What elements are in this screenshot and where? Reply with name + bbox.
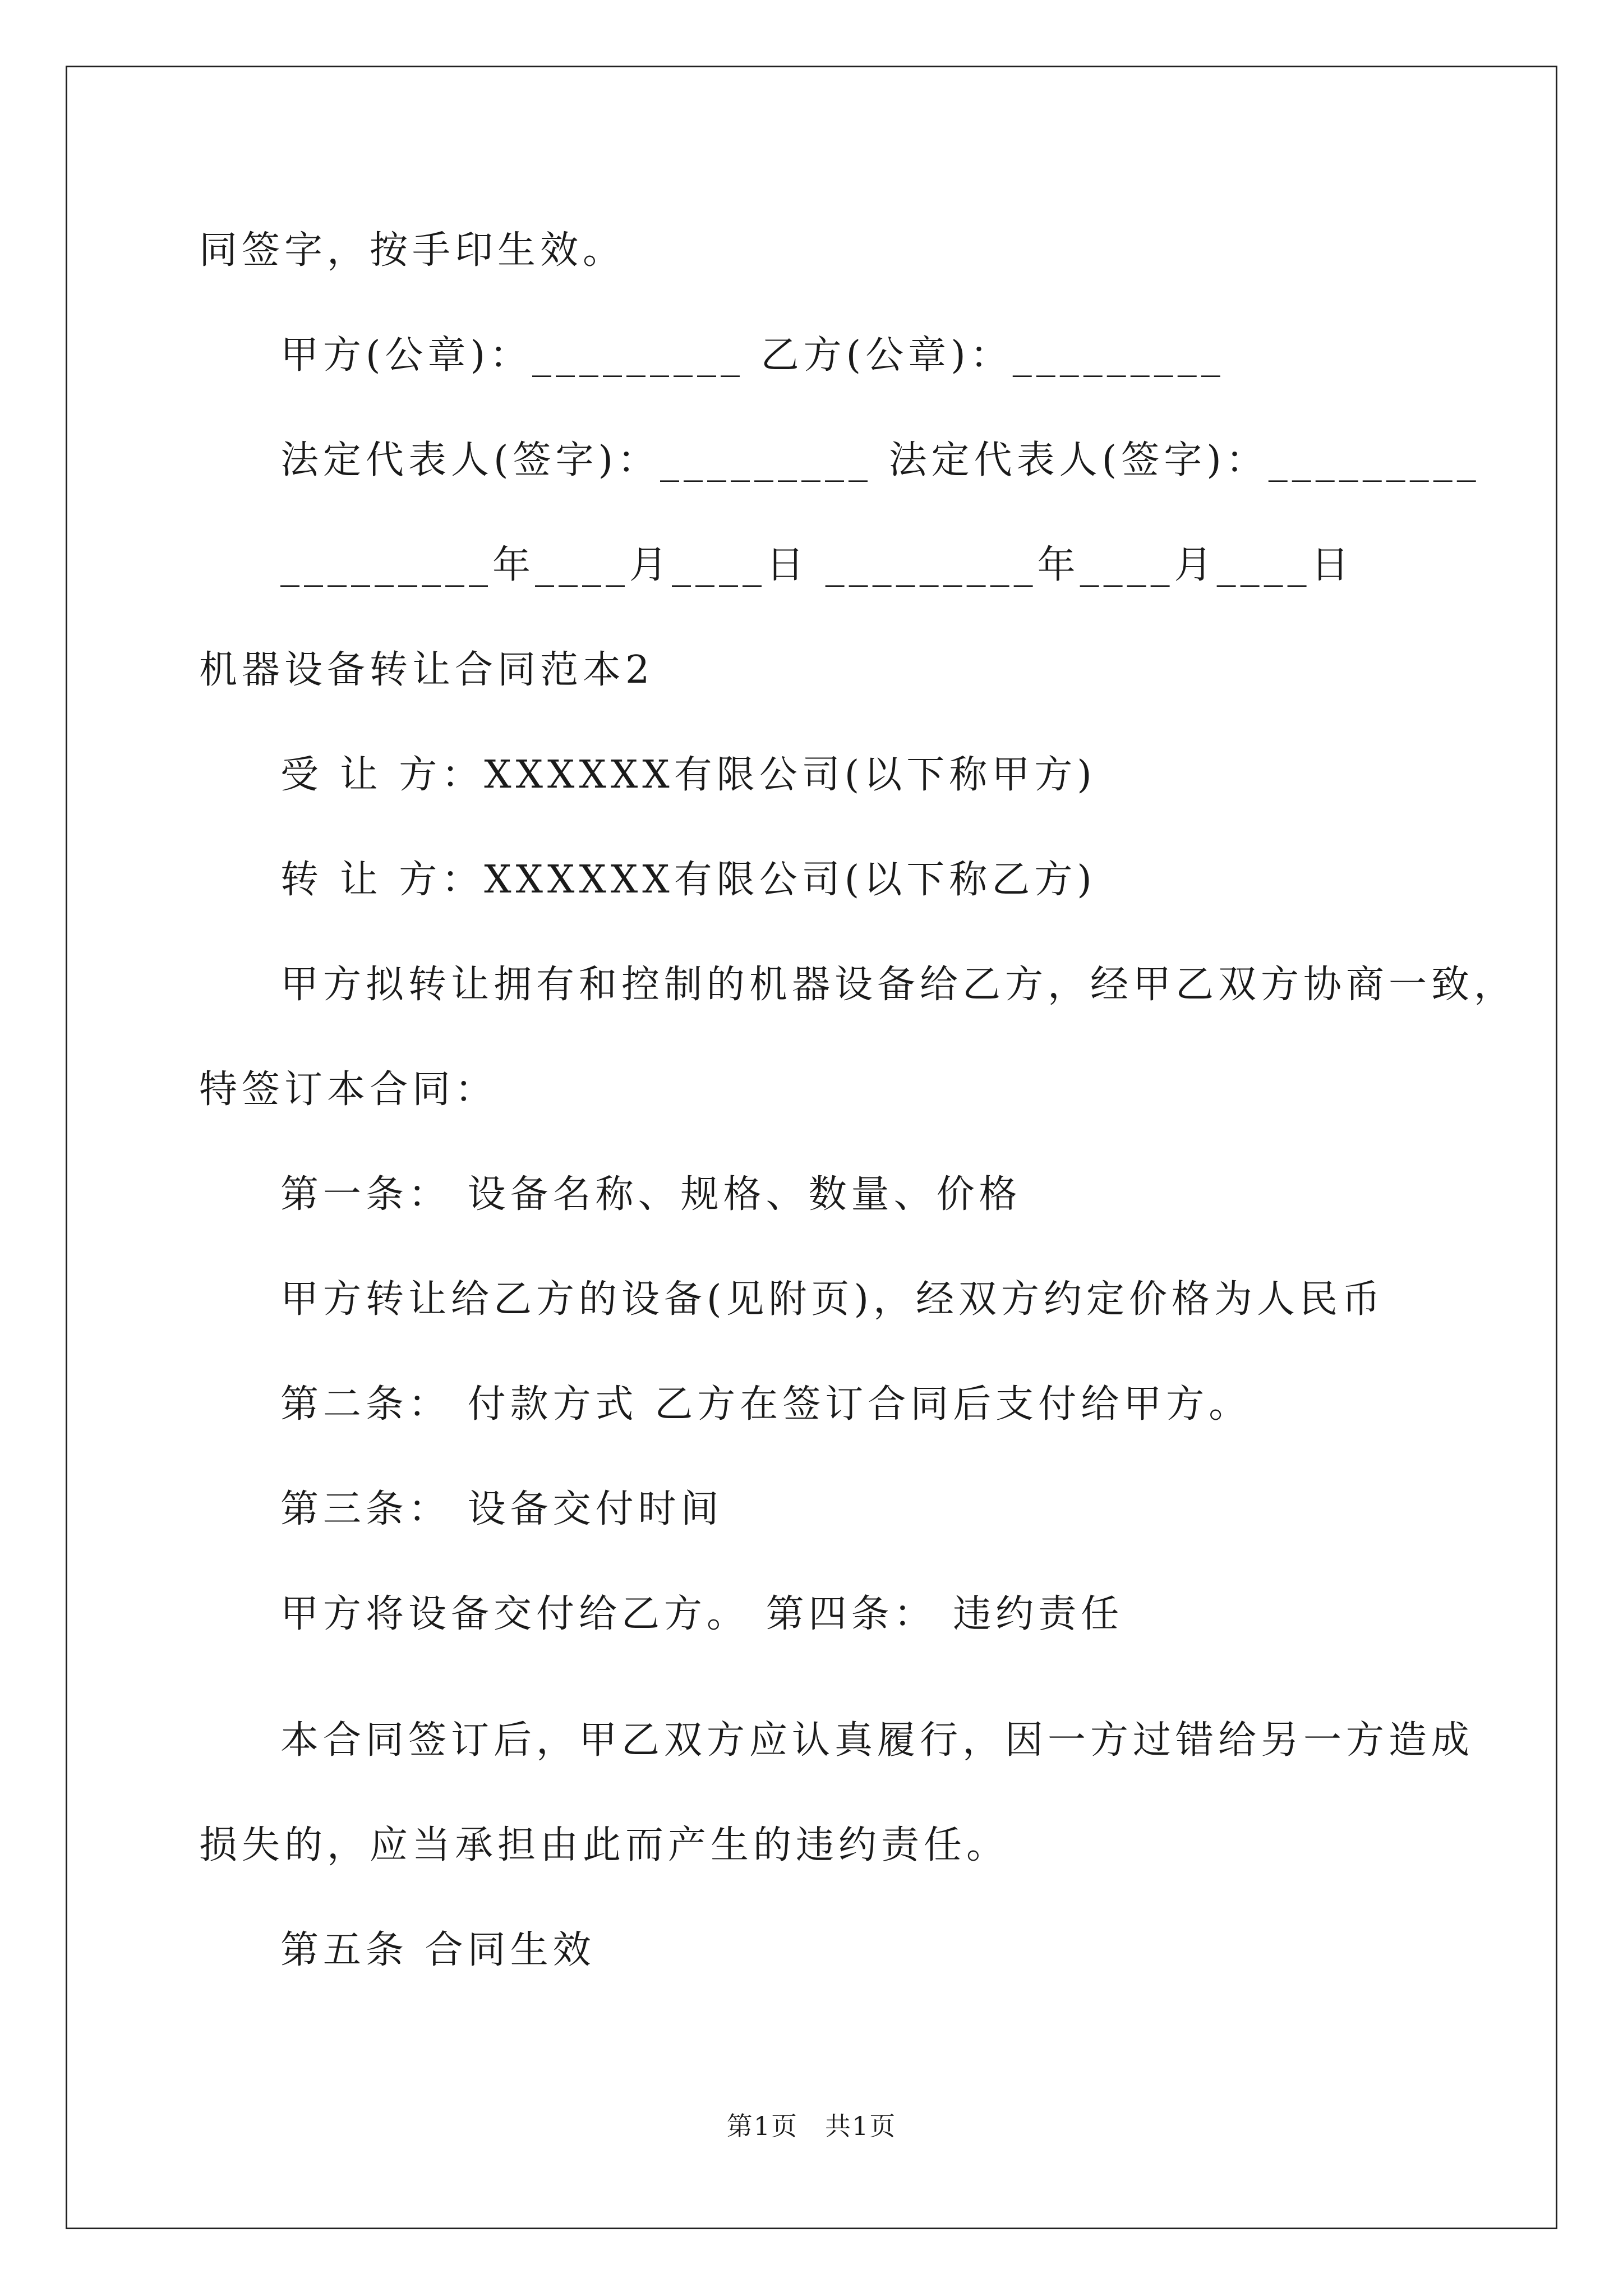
text-line-12: 第二条： 付款方式 乙方在签订合同后支付给甲方。 [280,1382,1252,1427]
text-line-4: _________年____月____日 _________年____月____日 [280,543,1354,587]
text-line-17: 第五条 合同生效 [280,1928,596,1972]
text-line-3: 法定代表人(签字)：_________ 法定代表人(签字)：_________ [280,438,1481,482]
text-line-8: 甲方拟转让拥有和控制的机器设备给乙方，经甲乙双方协商一致， [280,963,1517,1007]
text-line-16: 损失的，应当承担由此而产生的违约责任。 [199,1823,1009,1867]
text-line-14: 甲方将设备交付给乙方。 第四条： 违约责任 [280,1592,1124,1636]
section-title: 机器设备转让合同范本2 [199,648,654,692]
page-number: 第1页 共1页 [726,2111,897,2141]
text-line-10: 第一条： 设备名称、规格、数量、价格 [280,1172,1022,1217]
text-line-13: 第三条： 设备交付时间 [280,1487,723,1531]
text-line-7: 转 让 方：XXXXXX有限公司(以下称乙方) [280,858,1096,902]
text-line-15: 本合同签订后，甲乙双方应认真履行，因一方过错给另一方造成 [280,1718,1474,1763]
text-line-9: 特签订本合同： [199,1068,498,1112]
text-line-6: 受 让 方：XXXXXX有限公司(以下称甲方) [280,753,1096,797]
text-line-1: 同签字，按手印生效。 [199,228,626,273]
text-line-11: 甲方转让给乙方的设备(见附页)，经双方约定价格为人民币 [280,1277,1385,1322]
text-line-2: 甲方(公章)：_________ 乙方(公章)：_________ [280,333,1225,378]
page-border [66,66,1557,2229]
